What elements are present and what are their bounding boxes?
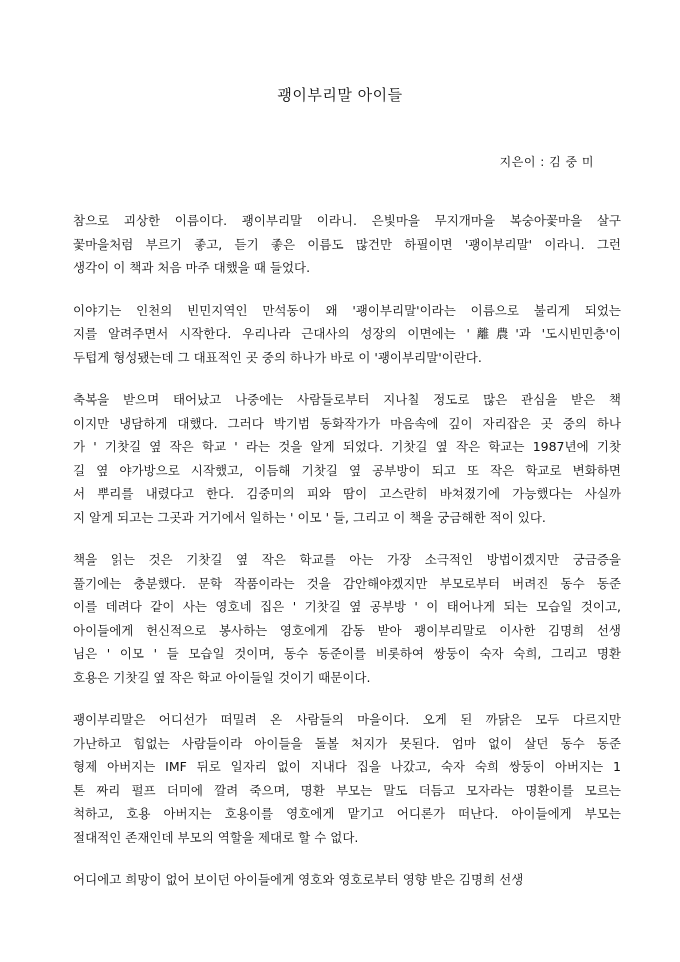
text-line: 꽃마을처럼 부르기 좋고, 듣기 좋은 이름도 많건만 하필이면 '괭이부리말' 이라니. 그런 — [73, 236, 621, 252]
paragraph — [73, 868, 621, 892]
text-line: 길 옆 야가방으로 시작했고, 이듬해 기찻길 옆 공부방이 되고 또 작은 학교로 변화하면 — [73, 462, 621, 478]
text-line: 생각이 이 책과 처음 마주 대했을 때 들었다. — [73, 260, 311, 275]
text-line: 어디에고 희망이 없어 보이던 아이들에게 영호와 영호로부터 영향 받은 김명희 선생 — [73, 872, 524, 887]
text-line: 호용은 기찻길 옆 작은 학교 아이들일 것이기 때문이다. — [73, 669, 371, 685]
paragraph — [73, 299, 621, 370]
text-line: 두텁게 형성됐는데 그 대표적인 곳 중의 하나가 바로 이 '괭이부리말'이란다. — [73, 349, 482, 365]
text-line: 책을 읽는 것은 기찻길 옆 작은 학교를 아는 가장 소극적인 방법이겠지만 궁금증을 — [73, 552, 621, 567]
text-line: 형제 아버지는 IMF 뒤로 일자리 없이 지내다 집을 나갔고, 숙자 숙희 쌍둥이 아버지는 1 — [73, 759, 621, 774]
text-line: 풀기에는 충분했다. 문학 작품이라는 것을 감안해야겠지만 부모로부터 버려진 동수 동준 — [73, 575, 621, 591]
text-line: 이야기는 인천의 빈민지역인 만석동이 왜 '괭이부리말'이라는 이름으로 불리게 되었는 — [73, 302, 621, 318]
paragraph — [73, 548, 621, 689]
body-text — [73, 209, 621, 911]
paragraph — [73, 209, 621, 280]
text-line: 괭이부리말은 어디선가 떠밀려 온 사람들의 마을이다. 오게 된 까닭은 모두 다르지만 — [73, 712, 621, 727]
text-line: 참으로 괴상한 이름이다. 괭이부리말 이라니. 은빛마을 무지개마을 복숭아꽃마을 살구 — [73, 213, 621, 228]
text-line: 가난하고 힘없는 사람들이라 아이들을 돌볼 처지가 못된다. 엄마 없이 살던 동수 동준 — [73, 735, 621, 751]
paragraph — [73, 388, 621, 529]
text-line: 톤 짜리 펄프 더미에 깔려 죽으며, 명환 부모는 말도 더듬고 모자라는 명환이를 모르는 — [73, 782, 621, 798]
text-line: 척하고, 호용 아버지는 호용이를 영호에게 맡기고 어디론가 떠난다. 아이들에게 부모는 — [73, 806, 621, 821]
paragraph — [73, 708, 621, 849]
text-line: 지를 알려주면서 시작한다. 우리나라 근대사의 성장의 이면에는 '離農'과 '도시빈민층'이 — [73, 326, 621, 341]
text-line: 서 뿌리를 내렸다고 한다. 김중미의 피와 땀이 고스란히 바쳐졌기에 가능했다는 사실까 — [73, 486, 621, 501]
text-line: 가 ' 기찻길 옆 작은 학교 ' 라는 것을 알게 되었다. 기찻길 옆 작은 학교는 1987년에 기찻 — [73, 439, 621, 454]
text-line: 아이들에게 헌신적으로 봉사하는 영호에게 감동 받아 괭이부리말로 이사한 김명희 선생 — [73, 622, 621, 638]
text-line: 절대적인 존재인데 부모의 역할을 제대로 할 수 없다. — [73, 829, 359, 845]
text-line: 이를 데려다 같이 사는 영호네 집은 ' 기찻길 옆 공부방 ' 이 태어나게 되는 모습일 것이고, — [73, 599, 621, 614]
author-line: 지은이 : 김 중 미 — [499, 155, 594, 169]
text-line: 축복을 받으며 태어났고 나중에는 사람들로부터 지나칠 정도로 많은 관심을 받은 책 — [73, 392, 621, 407]
document-title: 괭이부리말 아이들 — [277, 86, 403, 104]
text-line: 님은 ' 이모 ' 들 모습일 것이며, 동수 동준이를 비롯하여 쌍둥이 숙자 숙희, 그리고 명환 — [73, 646, 621, 661]
text-line: 이지만 냉담하게 대했다. 그러다 박기범 동화작가가 마음속에 깊이 자리잡은 곳 중의 하나 — [73, 415, 621, 431]
text-line: 지 알게 되고는 그곳과 거기에서 일하는 ' 이모 ' 들, 그리고 이 책을 궁금해한 적이 있다. — [73, 509, 546, 525]
